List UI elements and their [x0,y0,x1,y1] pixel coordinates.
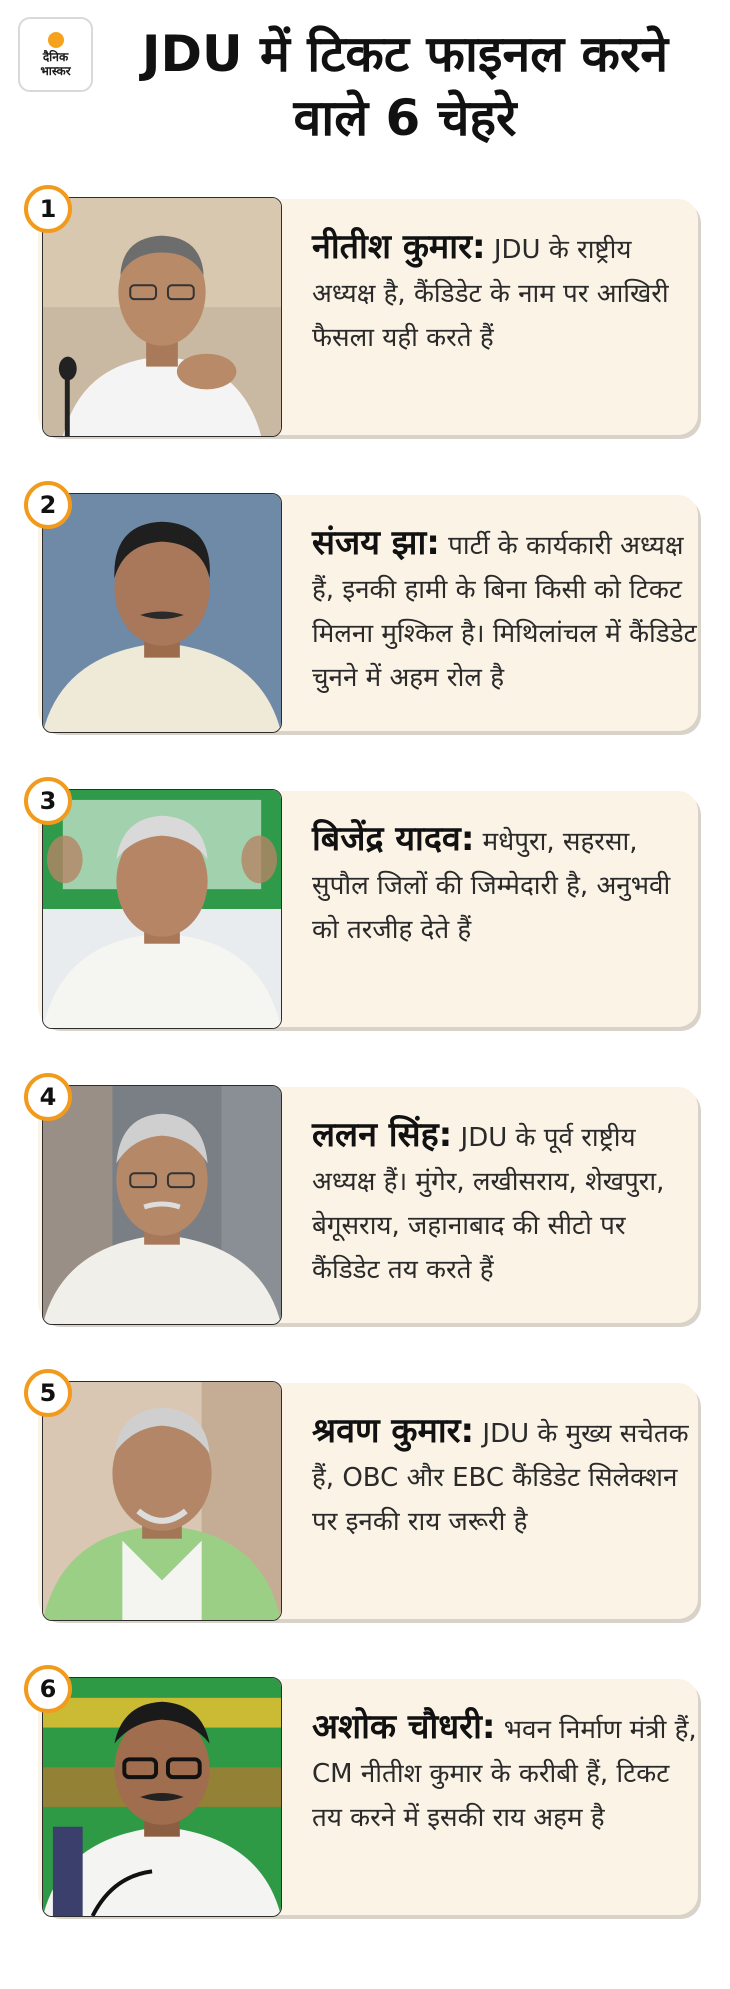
person-card-3 [24,777,702,1030]
sun-icon [48,32,64,48]
person-description [312,521,697,700]
header [0,0,730,175]
person-card-6 [24,1665,702,1918]
number-badge: 3 [24,777,72,825]
photo-lalan-singh [42,1085,282,1325]
person-name: संजय झा: [312,523,440,563]
person-description [312,1705,697,1840]
logo-text-line2: भास्कर [40,63,71,78]
person-description [312,817,697,952]
number-badge: 1 [24,185,72,233]
person-name: नीतीश कुमार: [312,227,486,267]
photo-ashok-choudhary [42,1677,282,1917]
number-badge: 4 [24,1073,72,1121]
person-description [312,1113,697,1292]
photo-nitish-kumar [42,197,282,437]
person-desc: भवन निर्माण मंत्री हैं, CM नीतीश कुमार के करीबी हैं, टिकट तय करने में इसकी राय अहम है [312,1715,697,1833]
person-description [312,225,697,360]
photo-shravan-kumar [42,1381,282,1621]
dainik-bhaskar-logo [18,17,93,92]
number-badge: 6 [24,1665,72,1713]
person-desc: पार्टी के कार्यकारी अध्यक्ष हैं, इनकी हामी के बिना किसी को टिकट मिलना मुश्किल है। मिथिलांचल में कैंडिडेट चुनने में अहम रोल है [312,531,697,693]
logo-text-line1: दैनिक [42,49,69,64]
person-description [312,1409,697,1544]
person-desc: JDU के मुख्य सचेतक हैं, OBC और EBC कैंडिडेट सिलेक्शन पर इनकी राय जरूरी है [312,1419,689,1537]
person-name: श्रवण कुमार: [312,1411,475,1451]
person-card-1 [24,185,702,438]
person-desc: JDU के राष्ट्रीय अध्यक्ष है, कैंडिडेट के नाम पर आखिरी फैसला यही करते हैं [312,235,669,353]
page-title: JDU में टिकट फाइनल करने वाले 6 चेहरे [141,25,669,147]
person-card-2 [24,481,702,734]
person-name: ललन सिंह: [312,1115,453,1155]
photo-sanjay-jha [42,493,282,733]
person-name: अशोक चौधरी: [312,1707,496,1747]
person-card-5 [24,1369,702,1622]
person-name: बिजेंद्र यादव: [312,819,475,859]
photo-bijendra-yadav [42,789,282,1029]
number-badge: 2 [24,481,72,529]
person-desc: JDU के पूर्व राष्ट्रीय अध्यक्ष हैं। मुंगेर, लखीसराय, शेखपुरा, बेगूसराय, जहानाबाद की सीटो पर कैंडिडेट तय करते हैं [312,1123,665,1285]
person-card-4 [24,1073,702,1326]
person-desc: मधेपुरा, सहरसा, सुपौल जिलों की जिम्मेदारी है, अनुभवी को तरजीह देते हैं [312,827,671,945]
number-badge: 5 [24,1369,72,1417]
